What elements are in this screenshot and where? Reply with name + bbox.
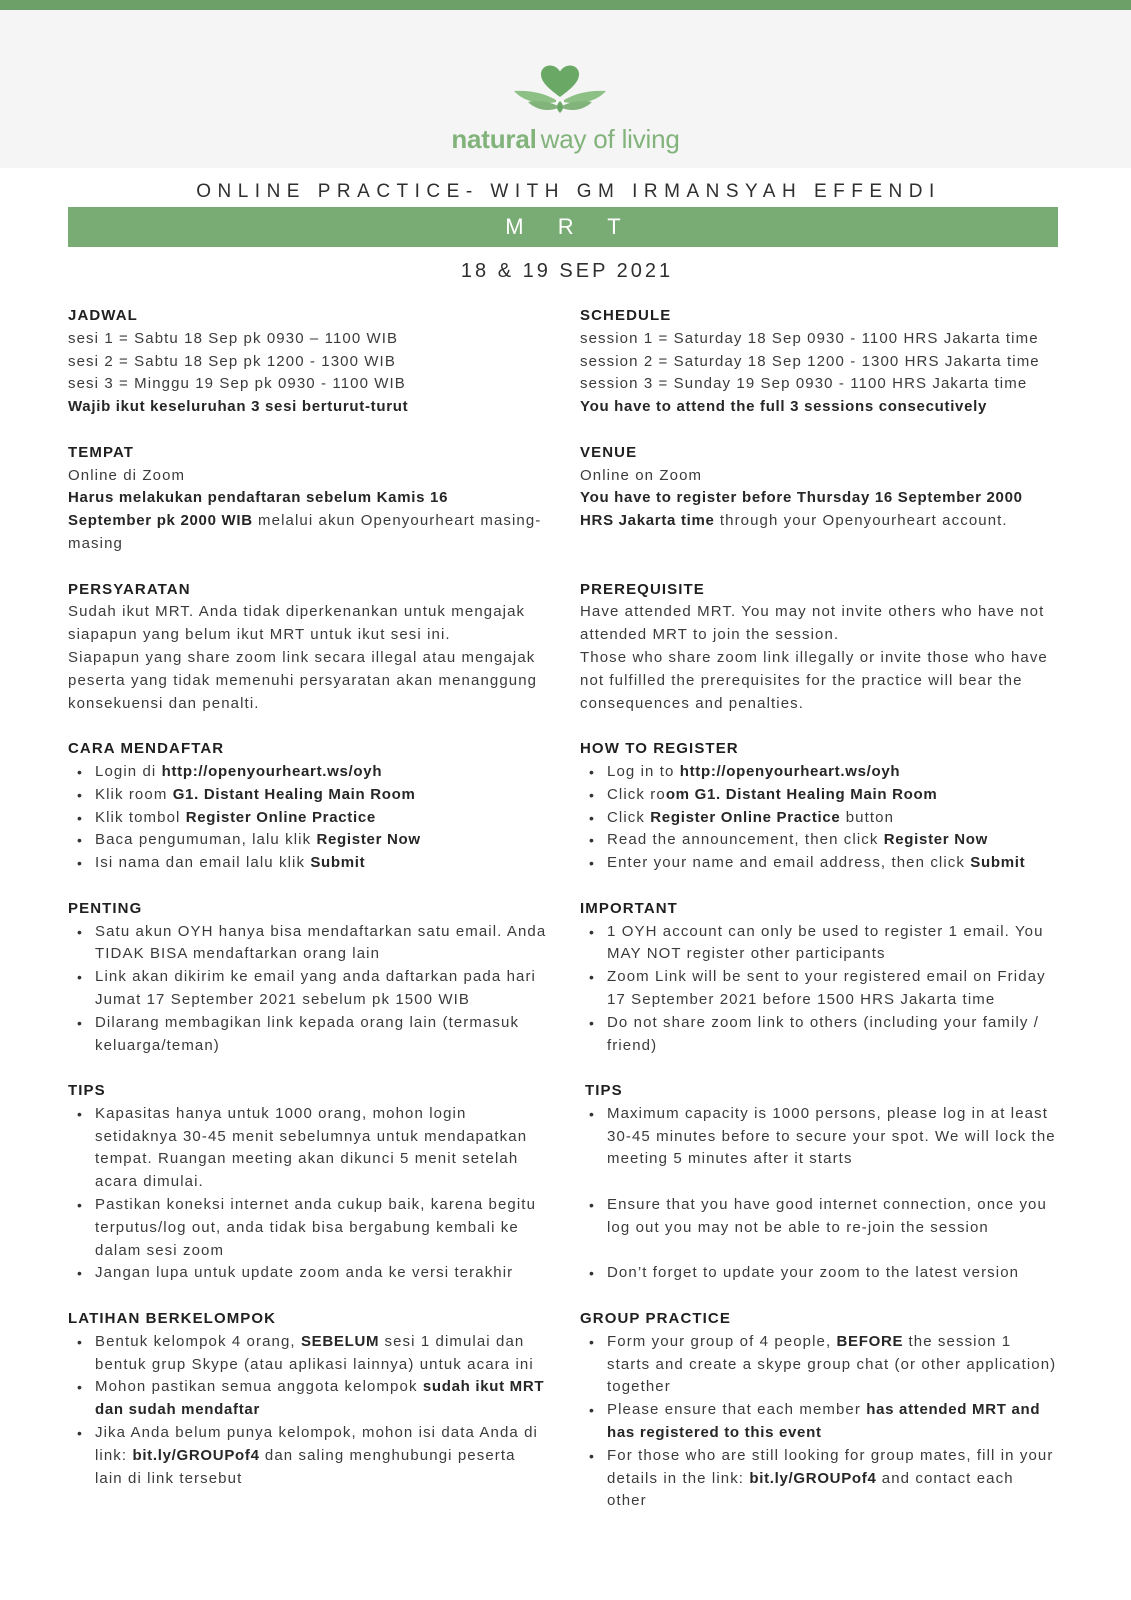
page-title: ONLINE PRACTICE- WITH GM IRMANSYAH EFFENDI	[196, 181, 941, 202]
text-line	[607, 921, 1060, 944]
text-line	[95, 761, 580, 784]
section-heading: PREREQUISITE	[580, 580, 705, 598]
bullet-icon: •	[77, 1014, 82, 1031]
text-line	[607, 1445, 1060, 1468]
text-line	[607, 1126, 1060, 1149]
bullet-icon: •	[589, 969, 594, 986]
bold-text: You have to register before Thursday 16 September 2000	[580, 489, 1023, 507]
text-line	[580, 487, 1060, 510]
text-run: Pastikan koneksi internet anda cukup baik, karena begitu	[95, 1196, 537, 1214]
bold-text: sudah ikut MRT	[422, 1378, 545, 1396]
text-run: starts and create a skype group chat (or other application)	[607, 1355, 1057, 1373]
bold-text: Harus melakukan pendaftaran sebelum Kamis 16	[68, 489, 449, 507]
left-section-penting	[68, 898, 580, 1058]
text-line	[580, 465, 1060, 488]
text-line	[68, 510, 580, 533]
text-line	[95, 1240, 580, 1263]
bold-text: Submit	[970, 854, 1026, 872]
text-line	[95, 1376, 580, 1399]
bullet-item	[580, 921, 1060, 967]
text-line	[607, 1194, 1060, 1217]
text-run: Siapapun yang share zoom link secara illegal atau mengajak	[68, 648, 536, 666]
text-line	[580, 373, 1060, 396]
text-run: Ensure that you have good internet connection, once you	[607, 1196, 1047, 1214]
bullet-icon: •	[77, 1333, 82, 1350]
text-run: Satu akun OYH hanya bisa mendaftarkan satu email. Anda	[95, 922, 547, 940]
text-run: the session 1	[903, 1332, 1012, 1350]
text-run: dalam sesi zoom	[95, 1241, 225, 1259]
right-section-schedule	[580, 305, 1060, 419]
text-run: consequences and penalties.	[580, 694, 805, 712]
text-line	[580, 328, 1060, 351]
bullet-icon: •	[589, 1197, 594, 1214]
bold-text: bit.ly/GROUPof4	[749, 1469, 877, 1487]
bullet-item	[580, 807, 1060, 830]
lotus-heart-icon	[512, 64, 608, 114]
text-line	[95, 1194, 580, 1217]
bullet-item	[580, 761, 1060, 784]
right-section-group-practice	[580, 1308, 1060, 1513]
section-heading: SCHEDULE	[580, 307, 672, 324]
bullet-item	[580, 852, 1060, 875]
right-section-important	[580, 898, 1060, 1058]
text-line	[95, 784, 580, 807]
bullet-item	[68, 761, 580, 784]
text-line	[607, 1035, 1060, 1058]
text-line	[607, 1171, 1060, 1194]
text-line	[607, 966, 1060, 989]
text-run: 17 September 2021 before 1500 HRS Jakarta time	[607, 990, 996, 1008]
text-run: Please ensure that each member	[607, 1401, 867, 1419]
text-run: details in the link:	[607, 1469, 750, 1487]
right-section-venue	[580, 442, 1060, 533]
text-run: 1 OYH account can only be used to register 1 email. You	[607, 922, 1044, 940]
text-line	[95, 829, 580, 852]
bullet-item	[68, 1331, 580, 1377]
text-run: Bentuk kelompok 4 orang,	[95, 1332, 301, 1350]
text-run: through your Openyourheart account.	[714, 512, 1008, 530]
text-run: 30-45 minutes before to secure your spot. We will lock the	[607, 1127, 1056, 1145]
text-run: and contact each	[876, 1469, 1014, 1487]
text-run: TIDAK BISA mendaftarkan orang lain	[95, 945, 381, 963]
bullet-item	[68, 1012, 580, 1058]
text-run: not fulfilled the prerequisites for the practice will bear the	[580, 671, 1023, 689]
text-line	[607, 1376, 1060, 1399]
bullet-item	[68, 829, 580, 852]
bold-text: Register Online Practice	[650, 808, 841, 826]
section-heading: TIPS	[585, 1082, 623, 1100]
event-date: 18 & 19 SEP 2021	[460, 260, 674, 282]
text-run: Don’t forget to update your zoom to the latest version	[607, 1264, 1020, 1282]
text-run: Jangan lupa untuk update zoom anda ke versi terakhir	[95, 1264, 514, 1282]
bold-text: om G1. Distant Healing Main Room	[665, 785, 938, 803]
right-section-how-to-register	[580, 738, 1060, 875]
text-line	[68, 328, 580, 351]
text-run: Baca pengumuman, lalu klik	[95, 831, 317, 849]
bold-text: SEBELUM	[300, 1332, 380, 1350]
text-run: Klik room	[95, 785, 173, 803]
bullet-item	[580, 1012, 1060, 1058]
text-run: Mohon pastikan semua anggota kelompok	[95, 1378, 423, 1396]
section-heading: TEMPAT	[68, 443, 135, 461]
text-run: sesi 2 = Sabtu 18 Sep pk 1200 - 1300 WIB	[68, 352, 396, 370]
text-run: setidaknya 30-45 menit sebelumnya untuk mendapatkan	[95, 1127, 528, 1145]
text-run: Online on Zoom	[580, 466, 703, 484]
bullet-item	[580, 784, 1060, 807]
text-line	[607, 1399, 1060, 1422]
text-run: Isi nama dan email lalu klik	[95, 854, 311, 872]
bullet-icon: •	[589, 832, 594, 849]
text-run: Jumat 17 September 2021 sebelum pk 1500 WIB	[95, 990, 470, 1008]
bullet-icon: •	[589, 1447, 594, 1464]
text-line	[95, 1012, 580, 1035]
text-line	[607, 1148, 1060, 1171]
text-line	[95, 1445, 580, 1468]
text-run: Do not share zoom link to others (including your family /	[607, 1013, 1040, 1031]
left-section-tips	[68, 1080, 580, 1285]
bullet-icon: •	[77, 855, 82, 872]
text-run: Have attended MRT. You may not invite others who have not	[580, 603, 1045, 621]
bullet-icon: •	[77, 1379, 82, 1396]
text-run: Online di Zoom	[68, 466, 186, 484]
text-run: meeting 5 minutes after it starts	[607, 1150, 853, 1168]
text-run: session 2 = Saturday 18 Sep 1200 - 1300 HRS Jakarta time	[580, 352, 1040, 370]
left-section-latihan-berkelompok	[68, 1308, 580, 1490]
section-heading: VENUE	[580, 443, 638, 461]
text-run: Dilarang membagikan link kepada orang lain (termasuk	[95, 1013, 520, 1031]
bold-text: HRS Jakarta time	[580, 512, 715, 530]
bullet-item	[68, 1422, 580, 1490]
bold-text: bit.ly/GROUPof4	[132, 1446, 260, 1464]
bold-text: dan sudah mendaftar	[95, 1401, 260, 1419]
text-run: acara dimulai.	[95, 1173, 204, 1191]
bullet-item	[68, 1103, 580, 1194]
text-line	[95, 1171, 580, 1194]
top-accent-bar	[0, 0, 1131, 10]
text-line	[580, 601, 1060, 624]
text-line	[95, 852, 580, 875]
left-section-persyaratan	[68, 579, 580, 716]
text-run: lain di link tersebut	[95, 1469, 243, 1487]
bullet-icon: •	[77, 1265, 82, 1282]
bold-text: Register Online Practice	[185, 808, 376, 826]
bullet-item	[580, 1445, 1060, 1513]
text-line	[95, 1217, 580, 1240]
bullet-icon: •	[77, 1425, 82, 1442]
text-line	[607, 1103, 1060, 1126]
text-run: dan saling menghubungi peserta	[259, 1446, 516, 1464]
text-line	[68, 487, 580, 510]
text-line	[607, 1490, 1060, 1513]
bullet-item	[580, 1331, 1060, 1399]
text-line	[607, 1012, 1060, 1035]
text-line	[95, 966, 580, 989]
bullet-item	[580, 1194, 1060, 1262]
left-section-jadwal	[68, 305, 580, 419]
text-run: together	[607, 1378, 671, 1396]
text-line	[95, 1422, 580, 1445]
text-line	[580, 693, 1060, 716]
logo-word-natural: natural	[451, 124, 537, 154]
bold-text: You have to attend the full 3 sessions consecutively	[580, 398, 988, 416]
text-run: session 3 = Sunday 19 Sep 0930 - 1100 HRS Jakarta time	[580, 375, 1028, 393]
text-run: log out you may not be able to re-join the session	[607, 1218, 989, 1236]
bullet-icon: •	[589, 1265, 594, 1282]
text-line	[95, 989, 580, 1012]
text-line	[580, 396, 1060, 419]
text-run: Log in to	[607, 762, 680, 780]
text-line	[607, 761, 1060, 784]
text-line	[607, 1331, 1060, 1354]
text-run: siapapun yang belum ikut MRT untuk ikut sesi ini.	[68, 626, 451, 644]
text-line	[95, 1468, 580, 1491]
text-run: Maximum capacity is 1000 persons, please log in at least	[607, 1104, 1048, 1122]
text-run: Read the announcement, then click	[607, 831, 884, 849]
text-run: Click ro	[607, 785, 666, 803]
bold-text: Wajib ikut keseluruhan 3 sesi berturut-turut	[68, 398, 409, 416]
text-line	[95, 943, 580, 966]
bullet-item	[68, 1376, 580, 1422]
text-run: masing	[68, 534, 123, 552]
bold-text: Register Now	[883, 831, 988, 849]
bullet-icon: •	[77, 832, 82, 849]
bullet-icon: •	[589, 809, 594, 826]
text-line	[68, 465, 580, 488]
bullet-item	[68, 1194, 580, 1262]
bullet-item	[580, 829, 1060, 852]
bullet-icon: •	[589, 855, 594, 872]
text-line	[607, 989, 1060, 1012]
bold-text: Register Now	[316, 831, 421, 849]
text-line	[580, 670, 1060, 693]
text-run: attended MRT to join the session.	[580, 626, 840, 644]
text-run: peserta yang tidak memenuhi persyaratan akan menanggung	[68, 671, 538, 689]
bold-text: has attended MRT and	[866, 1401, 1041, 1419]
text-run: sesi 1 = Sabtu 18 Sep pk 0930 – 1100 WIB	[68, 329, 399, 347]
text-run: sesi 3 = Minggu 19 Sep pk 0930 - 1100 WIB	[68, 375, 406, 393]
bullet-icon: •	[77, 1197, 82, 1214]
text-run: other	[607, 1492, 647, 1510]
section-heading: HOW TO REGISTER	[580, 740, 739, 758]
text-run: bentuk grup Skype (atau aplikasi lainnya) untuk acara ini	[95, 1355, 534, 1373]
program-banner: M R T	[68, 207, 1058, 247]
bullet-icon: •	[589, 923, 594, 940]
text-line	[580, 351, 1060, 374]
text-line	[95, 1354, 580, 1377]
text-line	[607, 1422, 1060, 1445]
text-run: button	[840, 808, 895, 826]
text-line	[68, 624, 580, 647]
bullet-icon: •	[77, 809, 82, 826]
text-line	[607, 1354, 1060, 1377]
text-line	[607, 852, 1060, 875]
section-heading: PENTING	[68, 899, 143, 917]
text-line	[68, 670, 580, 693]
text-run: link:	[95, 1446, 133, 1464]
text-run: Jika Anda belum punya kelompok, mohon isi data Anda di	[95, 1424, 538, 1442]
bold-text: has registered to this event	[607, 1424, 822, 1442]
text-line	[95, 1148, 580, 1171]
bullet-item	[580, 1262, 1060, 1285]
text-run: keluarga/teman)	[95, 1036, 220, 1054]
text-run: tempat. Ruangan meeting akan dikunci 5 menit setelah	[95, 1150, 519, 1168]
text-line	[607, 829, 1060, 852]
text-line	[95, 1262, 580, 1285]
right-section-tips	[580, 1080, 1060, 1285]
text-line	[607, 1262, 1060, 1285]
bullet-icon: •	[77, 1105, 82, 1122]
text-line	[95, 1103, 580, 1126]
text-run: MAY NOT register other participants	[607, 945, 886, 963]
text-run: friend)	[607, 1036, 658, 1054]
text-line	[95, 1399, 580, 1422]
logo-wordmark	[0, 122, 1131, 156]
text-line	[95, 1126, 580, 1149]
bullet-item	[68, 784, 580, 807]
section-heading: GROUP PRACTICE	[580, 1310, 731, 1328]
bullet-icon: •	[589, 1402, 594, 1419]
bullet-item	[580, 966, 1060, 1012]
section-heading: TIPS	[68, 1082, 106, 1100]
bold-text: Submit	[310, 854, 366, 872]
text-run: sesi 1 dimulai dan	[379, 1332, 525, 1350]
text-line	[68, 647, 580, 670]
section-heading: CARA MENDAFTAR	[68, 740, 225, 758]
text-run: konsekuensi dan penalti.	[68, 694, 260, 712]
bullet-item	[580, 1399, 1060, 1445]
text-line	[580, 647, 1060, 670]
text-run: Form your group of 4 people,	[607, 1332, 837, 1350]
bullet-item	[580, 1103, 1060, 1194]
bold-text: http://openyourheart.ws/oyh	[679, 762, 901, 780]
section-heading: IMPORTANT	[580, 899, 678, 917]
text-run: Zoom Link will be sent to your registered email on Friday	[607, 968, 1046, 986]
text-run: Link akan dikirim ke email yang anda daftarkan pada hari	[95, 968, 536, 986]
text-line	[607, 1468, 1060, 1491]
section-heading: PERSYARATAN	[68, 580, 191, 598]
bullet-item	[68, 921, 580, 967]
section-heading: LATIHAN BERKELOMPOK	[68, 1310, 277, 1328]
bullet-icon: •	[589, 1105, 594, 1122]
text-line	[580, 624, 1060, 647]
text-line	[607, 807, 1060, 830]
bullet-icon: •	[77, 763, 82, 780]
text-run: session 1 = Saturday 18 Sep 0930 - 1100 HRS Jakarta time	[580, 329, 1039, 347]
bullet-icon: •	[589, 1014, 594, 1031]
text-line	[95, 921, 580, 944]
two-column-content	[68, 305, 1060, 1513]
right-section-prerequisite	[580, 579, 1060, 716]
text-run: Login di	[95, 762, 162, 780]
text-line	[607, 784, 1060, 807]
bullet-item	[68, 807, 580, 830]
text-line	[68, 396, 580, 419]
text-line	[68, 601, 580, 624]
bold-text: September pk 2000 WIB	[68, 512, 253, 530]
text-line	[95, 1331, 580, 1354]
bullet-icon: •	[77, 923, 82, 940]
text-line	[68, 373, 580, 396]
bullet-icon: •	[589, 786, 594, 803]
bold-text: http://openyourheart.ws/oyh	[161, 762, 383, 780]
text-line	[68, 351, 580, 374]
text-line	[68, 533, 580, 556]
bold-text: BEFORE	[836, 1332, 904, 1350]
text-line	[607, 943, 1060, 966]
text-run: Those who share zoom link illegally or invite those who have	[580, 648, 1048, 666]
bullet-item	[68, 1262, 580, 1285]
left-section-tempat	[68, 442, 580, 556]
bullet-icon: •	[589, 763, 594, 780]
text-run: For those who are still looking for group mates, fill in your	[607, 1446, 1054, 1464]
left-section-cara-mendaftar	[68, 738, 580, 875]
text-run: Kapasitas hanya untuk 1000 orang, mohon login	[95, 1104, 467, 1122]
text-line	[607, 1217, 1060, 1240]
bullet-item	[68, 966, 580, 1012]
text-line	[607, 1240, 1060, 1263]
bullet-icon: •	[77, 786, 82, 803]
bold-text: G1. Distant Healing Main Room	[172, 785, 416, 803]
text-line	[580, 510, 1060, 533]
text-run: Sudah ikut MRT. Anda tidak diperkenankan untuk mengajak	[68, 603, 526, 621]
text-line	[95, 807, 580, 830]
text-run: Klik tombol	[95, 808, 186, 826]
logo-word-rest: way of living	[540, 124, 680, 154]
section-heading: JADWAL	[68, 307, 138, 324]
text-run: terputus/log out, anda tidak bisa bergabung kembali ke	[95, 1218, 519, 1236]
text-run: melalui akun Openyourheart masing-	[252, 512, 542, 530]
text-line	[95, 1035, 580, 1058]
text-line	[68, 693, 580, 716]
text-run: Enter your name and email address, then click	[607, 854, 971, 872]
bullet-item	[68, 852, 580, 875]
text-run: Click	[607, 808, 651, 826]
bullet-icon: •	[589, 1333, 594, 1350]
bullet-icon: •	[77, 969, 82, 986]
